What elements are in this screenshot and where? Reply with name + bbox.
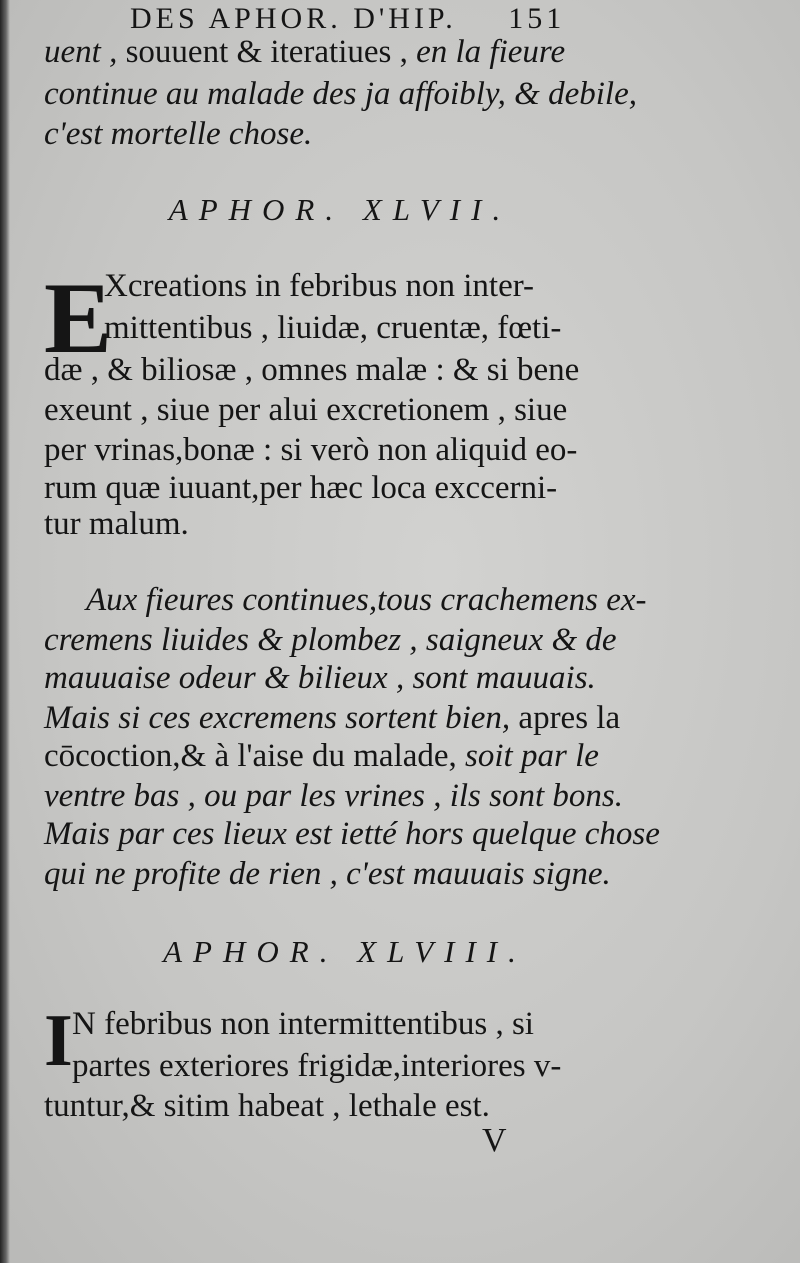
- aphorism-48-dropcap: I: [44, 1000, 73, 1082]
- aphorism-47-latin-line: dæ , & biliosæ , omnes malæ : & si bene: [44, 352, 580, 388]
- aphorism-47-french-line: [44, 738, 599, 775]
- aphorism-47-latin-line: exeunt , siue per alui excretionem , siue: [44, 392, 568, 428]
- french-roman-segment: cōcoction,& à l'aise du malade,: [44, 738, 466, 774]
- french-roman-segment: apres la: [510, 700, 621, 736]
- aphorism-47-dropcap: E: [44, 262, 113, 375]
- aphorism-47-french-line: cremens liuides & plombez , saigneux & de: [44, 622, 617, 658]
- french-italic-segment: soit par le: [465, 738, 599, 774]
- continuation-line-1: [44, 34, 565, 71]
- aphorism-48-latin-line: partes exteriores frigidæ,interiores v-: [72, 1048, 562, 1084]
- french-italic-segment: Mais si ces excremens sortent bien,: [44, 700, 511, 736]
- aphorism-47-french-line: Aux fieures continues,tous crachemens ex-: [86, 582, 647, 618]
- running-head: [130, 2, 565, 36]
- aphorism-47-french-line: ventre bas , ou par les vrines , ils sont bons.: [44, 778, 623, 814]
- aphorism-47-french-line: qui ne profite de rien , c'est mauuais signe.: [44, 856, 611, 892]
- continuation-italic-a: uent ,: [44, 34, 118, 70]
- aphorism-47-title: APHOR. XLVII.: [168, 192, 512, 227]
- aphorism-47-latin-line: rum quæ iuuant,per hæc loca exccerni-: [44, 470, 558, 506]
- continuation-line-3: c'est mortelle chose.: [44, 116, 313, 152]
- aphorism-47-french-line: mauuaise odeur & bilieux , sont mauuais.: [44, 660, 596, 696]
- signature-mark: V: [482, 1122, 507, 1159]
- continuation-italic-c: en la fieure: [416, 34, 566, 70]
- aphorism-47-latin-line: per vrinas,bonæ : si verò non aliquid eo-: [44, 432, 578, 468]
- aphorism-48-latin-line: tuntur,& sitim habeat , lethale est.: [44, 1088, 490, 1124]
- aphorism-47-latin-line: Xcreations in febribus non inter-: [104, 268, 535, 304]
- aphorism-47-french-line: Mais par ces lieux est ietté hors quelque chose: [44, 816, 660, 852]
- running-head-text: DES APHOR. D'HIP.: [130, 2, 457, 35]
- aphorism-47-latin-line: tur malum.: [44, 506, 189, 542]
- continuation-line-2: continue au malade des ja affoibly, & debile,: [44, 76, 637, 112]
- continuation-roman: souuent & iteratiues ,: [117, 34, 417, 70]
- aphorism-48-title: APHOR. XLVIII.: [163, 934, 527, 969]
- page-gutter-shadow: [0, 0, 10, 1263]
- aphorism-48-latin-line: N febribus non intermittentibus , si: [72, 1006, 534, 1042]
- aphorism-47-latin-line: mittentibus , liuidæ, cruentæ, fœti-: [104, 310, 562, 346]
- aphorism-47-french-line: [44, 700, 620, 737]
- folio-number: 151: [508, 2, 566, 35]
